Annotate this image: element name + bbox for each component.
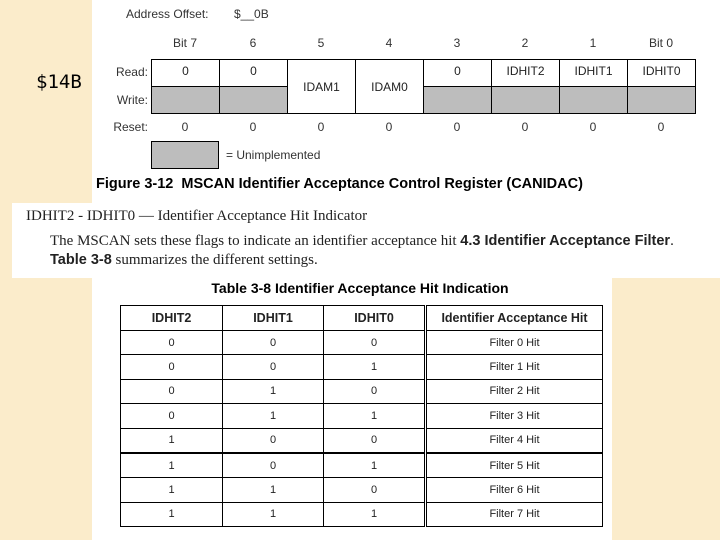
- column-header: IDHIT1: [223, 306, 324, 331]
- read-bit1-cell: IDHIT1: [559, 59, 628, 87]
- figure-title: MSCAN Identifier Acceptance Control Register (CANIDAC): [181, 176, 583, 192]
- write-bit0-unimplemented: [627, 86, 696, 114]
- read-bit3-cell: 0: [423, 59, 492, 87]
- bit-header: 5: [317, 36, 325, 50]
- table-cell: Filter 1 Hit: [426, 355, 603, 379]
- address-offset-label: Address Offset:: [126, 7, 209, 21]
- bit-header: 3: [453, 36, 461, 50]
- table-cell: 1: [324, 453, 426, 478]
- table-cell: 0: [324, 379, 426, 403]
- description-text: The MSCAN sets these flags to indicate an identifier acceptance hit: [50, 233, 457, 249]
- field-description-body: [50, 232, 710, 270]
- hit-indication-table: [120, 305, 603, 527]
- table-row: [121, 453, 603, 478]
- field-description-title: IDHIT2 - IDHIT0 — Identifier Acceptance Hit Indicator: [26, 208, 368, 224]
- table-cell: 1: [223, 379, 324, 403]
- read-row-label: Read:: [115, 65, 148, 79]
- table-cell: 0: [223, 428, 324, 453]
- table-cell: 0: [324, 428, 426, 453]
- reset-value: 0: [657, 120, 665, 134]
- table-cell: 1: [324, 404, 426, 428]
- idam0-cell: IDAM0: [355, 59, 424, 114]
- table-cell: 0: [223, 331, 324, 355]
- table-cell: Filter 5 Hit: [426, 453, 603, 478]
- table-row: [121, 404, 603, 428]
- table-row: [121, 502, 603, 526]
- read-bit6-cell: 0: [219, 59, 288, 87]
- table-cell: 1: [223, 502, 324, 526]
- read-bit0-cell: IDHIT0: [627, 59, 696, 87]
- address-offset-value: $__0B: [234, 7, 269, 21]
- table-cell: 1: [324, 355, 426, 379]
- bit-header: Bit 0: [648, 36, 673, 50]
- write-bit3-unimplemented: [423, 86, 492, 114]
- reset-value: 0: [181, 120, 189, 134]
- reset-value: 0: [249, 120, 257, 134]
- section-reference-link: 4.3 Identifier Acceptance Filter: [460, 233, 671, 249]
- table-cell: 1: [223, 478, 324, 502]
- table-cell: 0: [121, 379, 223, 403]
- bit-header: Bit 7: [172, 36, 197, 50]
- column-header: IDHIT0: [324, 306, 426, 331]
- table-cell: 1: [324, 502, 426, 526]
- unimplemented-legend-label: = Unimplemented: [226, 148, 321, 162]
- read-bit2-cell: IDHIT2: [491, 59, 560, 87]
- table-cell: 1: [121, 428, 223, 453]
- idam1-cell: IDAM1: [287, 59, 356, 114]
- column-header: Identifier Acceptance Hit: [426, 306, 603, 331]
- description-text: .: [670, 233, 674, 249]
- register-address: $14B: [36, 71, 82, 93]
- bit-header: 6: [249, 36, 257, 50]
- table-cell: Filter 6 Hit: [426, 478, 603, 502]
- write-bit6-unimplemented: [219, 86, 288, 114]
- bit-header: 4: [385, 36, 393, 50]
- unimplemented-legend-swatch: [151, 141, 219, 169]
- column-header: IDHIT2: [121, 306, 223, 331]
- reset-value: 0: [453, 120, 461, 134]
- write-bit2-unimplemented: [491, 86, 560, 114]
- reset-value: 0: [589, 120, 597, 134]
- table-cell: 1: [121, 502, 223, 526]
- reset-value: 0: [521, 120, 529, 134]
- table-row: [121, 331, 603, 355]
- reset-row-label: Reset:: [113, 120, 148, 134]
- table-cell: 0: [324, 478, 426, 502]
- table-cell: 0: [121, 331, 223, 355]
- table-cell: 0: [223, 453, 324, 478]
- table-reference-link: Table 3-8: [50, 252, 112, 268]
- write-bit7-unimplemented: [151, 86, 220, 114]
- table-row: [121, 379, 603, 403]
- read-bit7-cell: 0: [151, 59, 220, 87]
- table-cell: Filter 3 Hit: [426, 404, 603, 428]
- table-cell: 1: [223, 404, 324, 428]
- bit-header: 2: [521, 36, 529, 50]
- reset-value: 0: [317, 120, 325, 134]
- bit-header: 1: [589, 36, 597, 50]
- table-caption: Table 3-8 Identifier Acceptance Hit Indication: [211, 280, 509, 296]
- table-cell: Filter 7 Hit: [426, 502, 603, 526]
- write-row-label: Write:: [116, 93, 148, 107]
- figure-number: Figure 3-12: [96, 176, 174, 192]
- table-cell: 0: [324, 331, 426, 355]
- table-row: [121, 478, 603, 502]
- table-cell: 0: [121, 404, 223, 428]
- table-cell: 0: [223, 355, 324, 379]
- table-row: [121, 428, 603, 453]
- write-bit1-unimplemented: [559, 86, 628, 114]
- table-cell: 1: [121, 453, 223, 478]
- table-cell: Filter 4 Hit: [426, 428, 603, 453]
- table-cell: Filter 0 Hit: [426, 331, 603, 355]
- table-header-row: [121, 306, 603, 331]
- figure-caption: [96, 176, 583, 192]
- table-row: [121, 355, 603, 379]
- description-text: summarizes the different settings.: [115, 252, 318, 268]
- table-cell: Filter 2 Hit: [426, 379, 603, 403]
- reset-value: 0: [385, 120, 393, 134]
- table-cell: 1: [121, 478, 223, 502]
- table-cell: 0: [121, 355, 223, 379]
